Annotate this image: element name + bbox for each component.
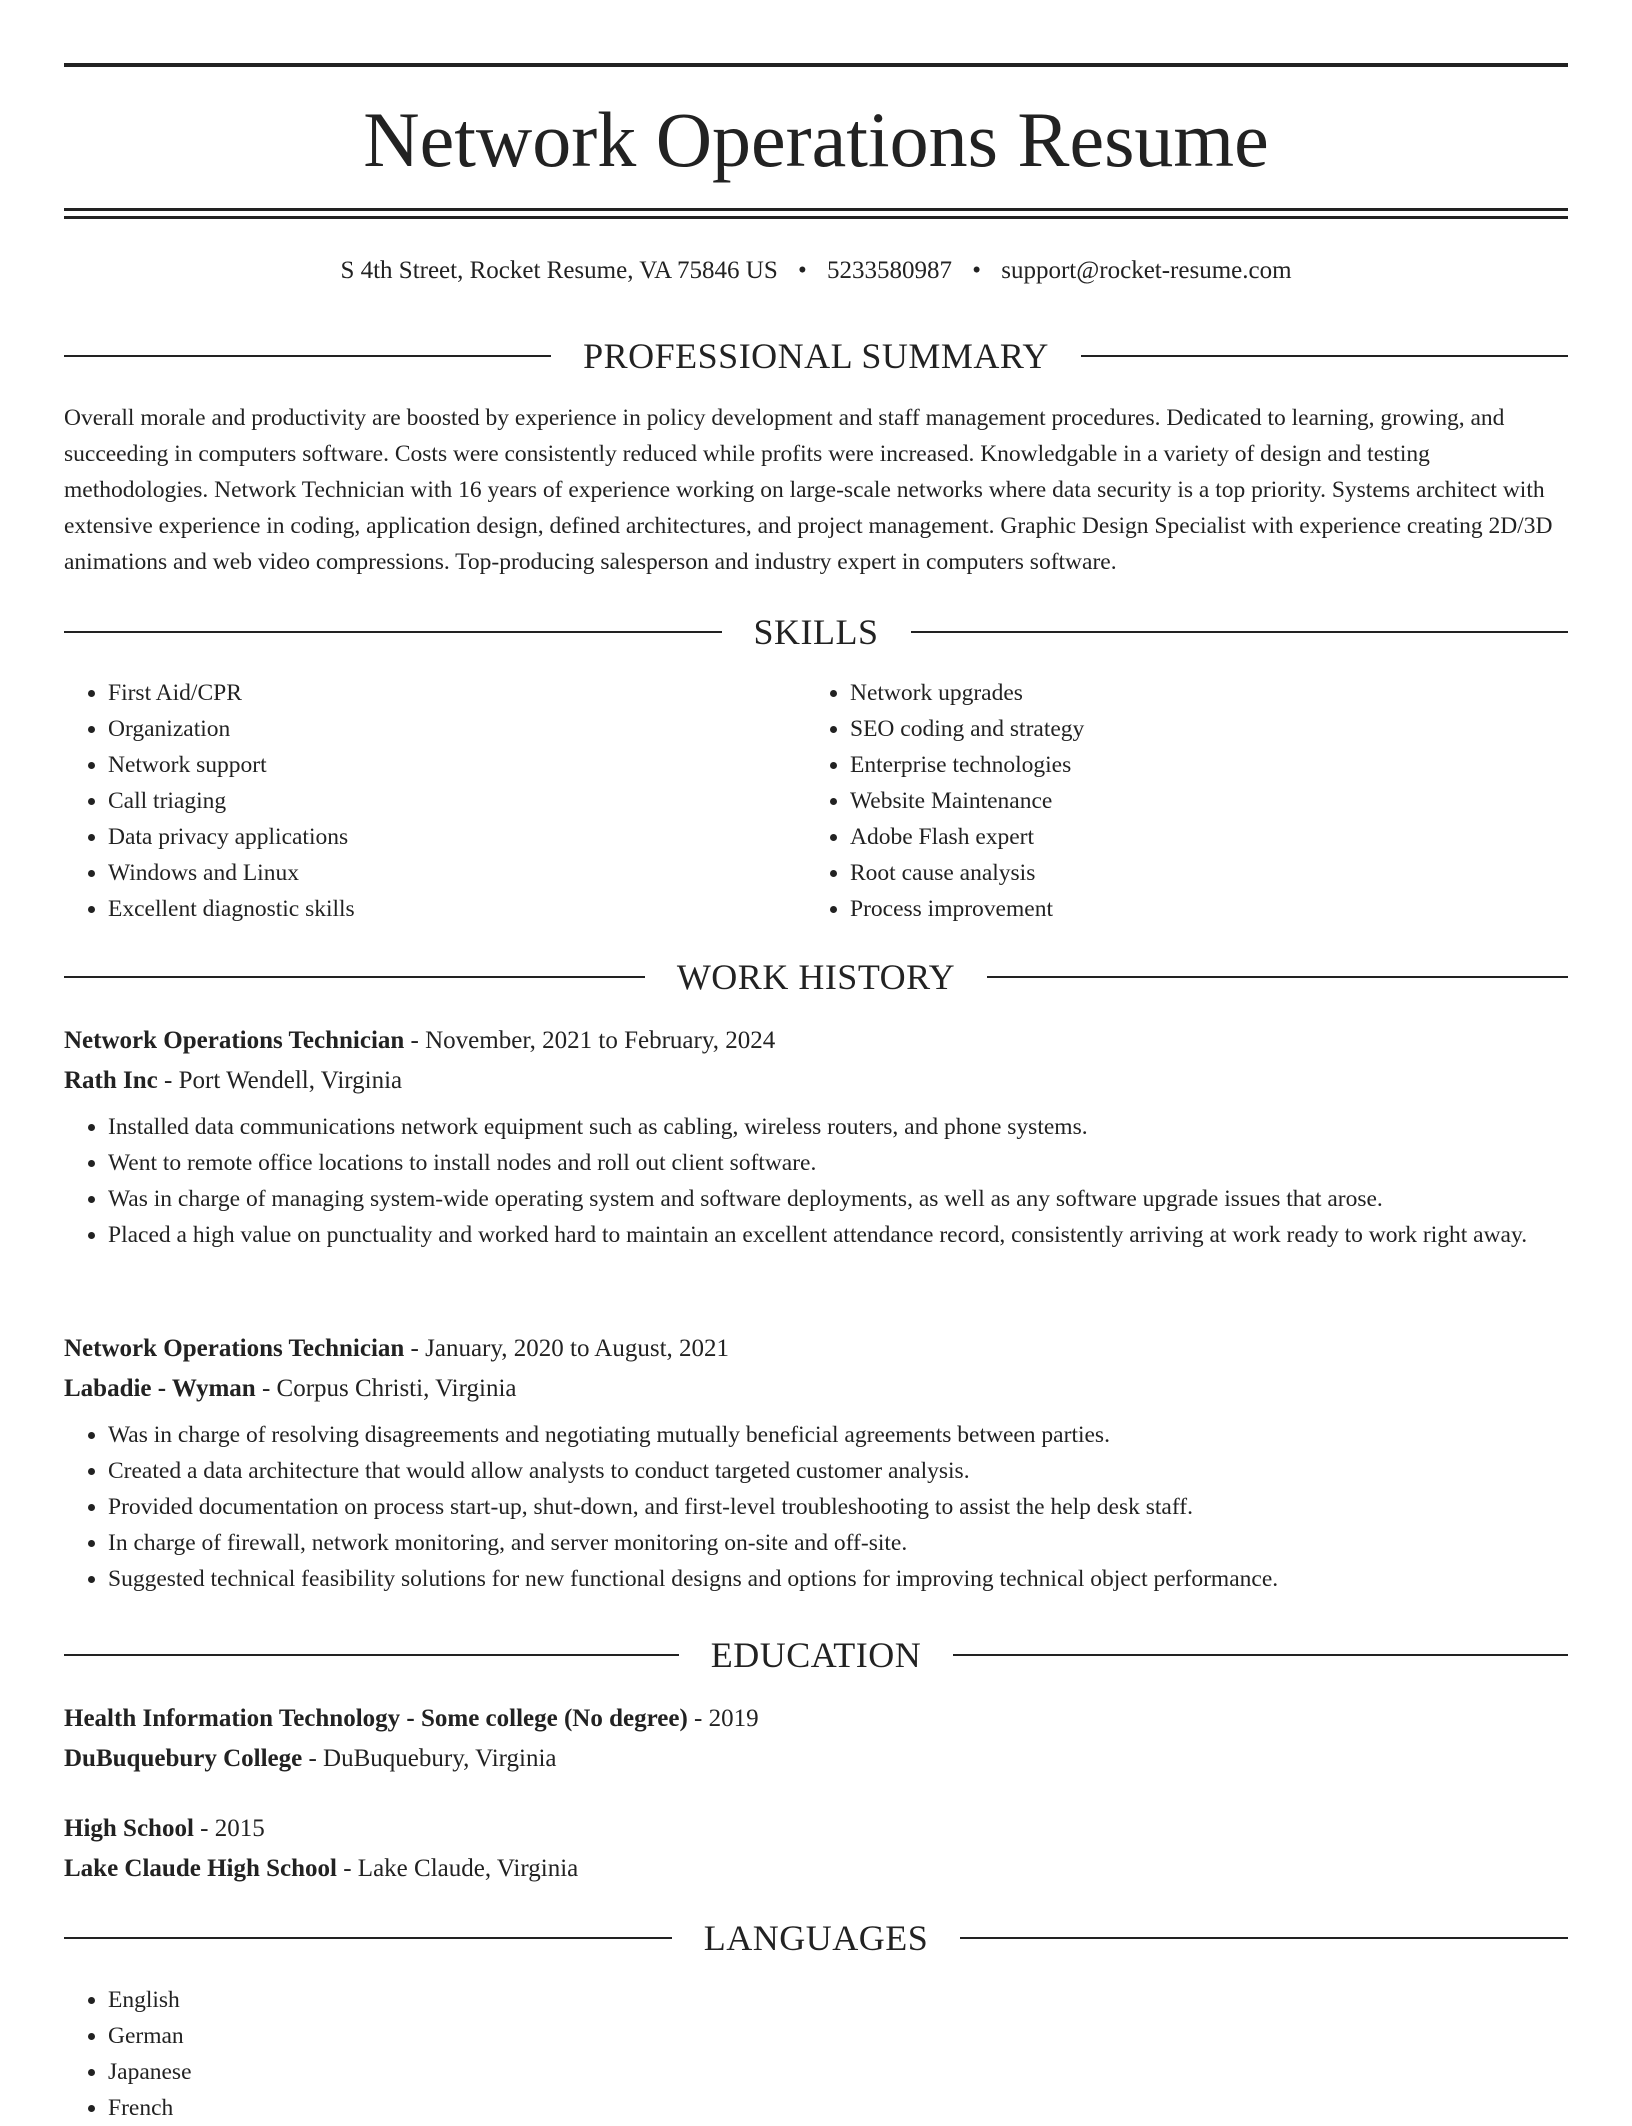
education-degree-line: [64, 1809, 1568, 1849]
job-dates: - November, 2021 to February, 2024: [404, 1027, 776, 1054]
contact-separator: •: [797, 257, 807, 284]
heading-rule: [911, 631, 1569, 633]
education-degree-line: [64, 1699, 1568, 1739]
section-heading-languages: [64, 1916, 1568, 1960]
job-company-line: [64, 1061, 1568, 1101]
section-title: SKILLS: [753, 612, 879, 652]
education-degree: High School: [64, 1815, 194, 1842]
job-company: Labadie - Wyman: [64, 1375, 256, 1402]
job-title: Network Operations Technician: [64, 1335, 405, 1362]
skills-list-right: [806, 675, 1550, 927]
education-school-line: [64, 1739, 1568, 1779]
job-bullet: • In charge of firewall, network monitoring, and server monitoring on-site and off-site.: [108, 1525, 1568, 1561]
job-bullet: • Installed data communications network equipment such as cabling, wireless routers, and phone systems.: [108, 1109, 1568, 1145]
section-title: WORK HISTORY: [676, 957, 956, 997]
skill-item: • Windows and Linux: [108, 855, 808, 891]
job-bullet: • Provided documentation on process start-up, shut-down, and first-level troubleshooting to assist the help desk staff.: [108, 1489, 1568, 1525]
job-bullet: • Suggested technical feasibility solutions for new functional designs and options for improving technical object performance.: [108, 1561, 1568, 1597]
skill-item: • Website Maintenance: [850, 783, 1550, 819]
title-rule-lower: [64, 216, 1568, 219]
education-school: DuBuquebury College: [64, 1745, 303, 1772]
job-bullet: • Created a data architecture that would allow analysts to conduct targeted customer analysis.: [108, 1453, 1568, 1489]
section-title: LANGUAGES: [703, 1918, 929, 1958]
title-rule-upper: [64, 208, 1568, 211]
job-bullet: • Went to remote office locations to install nodes and roll out client software.: [108, 1145, 1568, 1181]
education-entry: [64, 1699, 1568, 1779]
education-location: - Lake Claude, Virginia: [336, 1855, 579, 1882]
job-bullet: • Placed a high value on punctuality and worked hard to maintain an excellent attendance record, consistently arriving at work ready to work right away.: [108, 1217, 1568, 1253]
job-location: - Corpus Christi, Virginia: [255, 1375, 517, 1402]
section-heading-education: [64, 1633, 1568, 1677]
education-entry: [64, 1809, 1568, 1889]
contact-line: [64, 253, 1568, 289]
job-title-line: [64, 1021, 1568, 1061]
top-rule: [64, 63, 1568, 67]
languages-list: [64, 1982, 192, 2126]
job-bullet: • Was in charge of resolving disagreements and negotiating mutually beneficial agreements between parties.: [108, 1417, 1568, 1453]
contact-separator: •: [972, 257, 981, 284]
education-location: - DuBuquebury, Virginia: [302, 1745, 557, 1772]
contact-email: support@rocket-resume.com: [1001, 257, 1292, 284]
skills-list-left: [64, 675, 808, 927]
skill-item: • SEO coding and strategy: [850, 711, 1550, 747]
language-item: • German: [108, 2018, 192, 2054]
heading-rule: [64, 976, 645, 978]
skill-item: • Network support: [108, 747, 808, 783]
skill-item: • Data privacy applications: [108, 819, 808, 855]
job-bullets: [64, 1417, 1568, 1597]
skill-item: • Root cause analysis: [850, 855, 1550, 891]
heading-rule: [960, 1937, 1568, 1939]
job-bullet: • Was in charge of managing system-wide operating system and software deployments, as well as any software upgrade issues that arose.: [108, 1181, 1568, 1217]
job-entry: [64, 1329, 1568, 1597]
skill-item: • First Aid/CPR: [108, 675, 808, 711]
section-heading-work: [64, 955, 1568, 999]
heading-rule: [64, 1654, 679, 1656]
job-dates: - January, 2020 to August, 2021: [404, 1335, 730, 1362]
section-title: EDUCATION: [710, 1635, 922, 1675]
skill-item: • Call triaging: [108, 783, 808, 819]
heading-rule: [987, 976, 1568, 978]
contact-phone: 5233580987: [826, 257, 952, 284]
job-company: Rath Inc: [64, 1067, 158, 1094]
section-heading-skills: [64, 610, 1568, 654]
skill-item: • Excellent diagnostic skills: [108, 891, 808, 927]
education-year: - 2019: [687, 1705, 759, 1732]
skill-item: • Network upgrades: [850, 675, 1550, 711]
education-school: Lake Claude High School: [64, 1855, 337, 1882]
job-entry: [64, 1021, 1568, 1253]
language-item: • Japanese: [108, 2054, 192, 2090]
job-title: Network Operations Technician: [64, 1027, 405, 1054]
section-heading-summary: [64, 334, 1568, 378]
education-school-line: [64, 1849, 1568, 1889]
language-item: • English: [108, 1982, 192, 2018]
job-title-line: [64, 1329, 1568, 1369]
skill-item: • Enterprise technologies: [850, 747, 1550, 783]
language-item: • French: [108, 2090, 192, 2126]
heading-rule: [64, 1937, 672, 1939]
education-degree: Health Information Technology - Some college (No degree): [64, 1705, 688, 1732]
section-title: PROFESSIONAL SUMMARY: [583, 336, 1049, 376]
heading-rule: [64, 631, 722, 633]
skill-item: • Process improvement: [850, 891, 1550, 927]
job-location: - Port Wendell, Virginia: [157, 1067, 403, 1094]
contact-address: S 4th Street, Rocket Resume, VA 75846 US: [340, 257, 778, 284]
education-year: - 2015: [193, 1815, 265, 1842]
skill-item: • Organization: [108, 711, 808, 747]
summary-paragraph: Overall morale and productivity are boosted by experience in policy development and staff management procedures. Dedicated to learning, growing, and succeeding in computers software. Costs were consistently reduced while profits were increased. Knowledgable in a variety of design and testing methodologies. Network Technician with 16 years of experience working on large-scale networks where data security is a top priority. Systems architect with extensive experience in coding, application design, defined architectures, and project management. Graphic Design Specialist with experience creating 2D/3D animations and web video compressions. Top-producing salesperson and industry expert in computers software.: [64, 405, 1553, 575]
job-company-line: [64, 1369, 1568, 1409]
skill-item: • Adobe Flash expert: [850, 819, 1550, 855]
heading-rule: [1081, 355, 1568, 357]
heading-rule: [953, 1654, 1568, 1656]
resume-title: Network Operations Resume: [363, 96, 1269, 183]
job-bullets: [64, 1109, 1568, 1253]
heading-rule: [64, 355, 551, 357]
